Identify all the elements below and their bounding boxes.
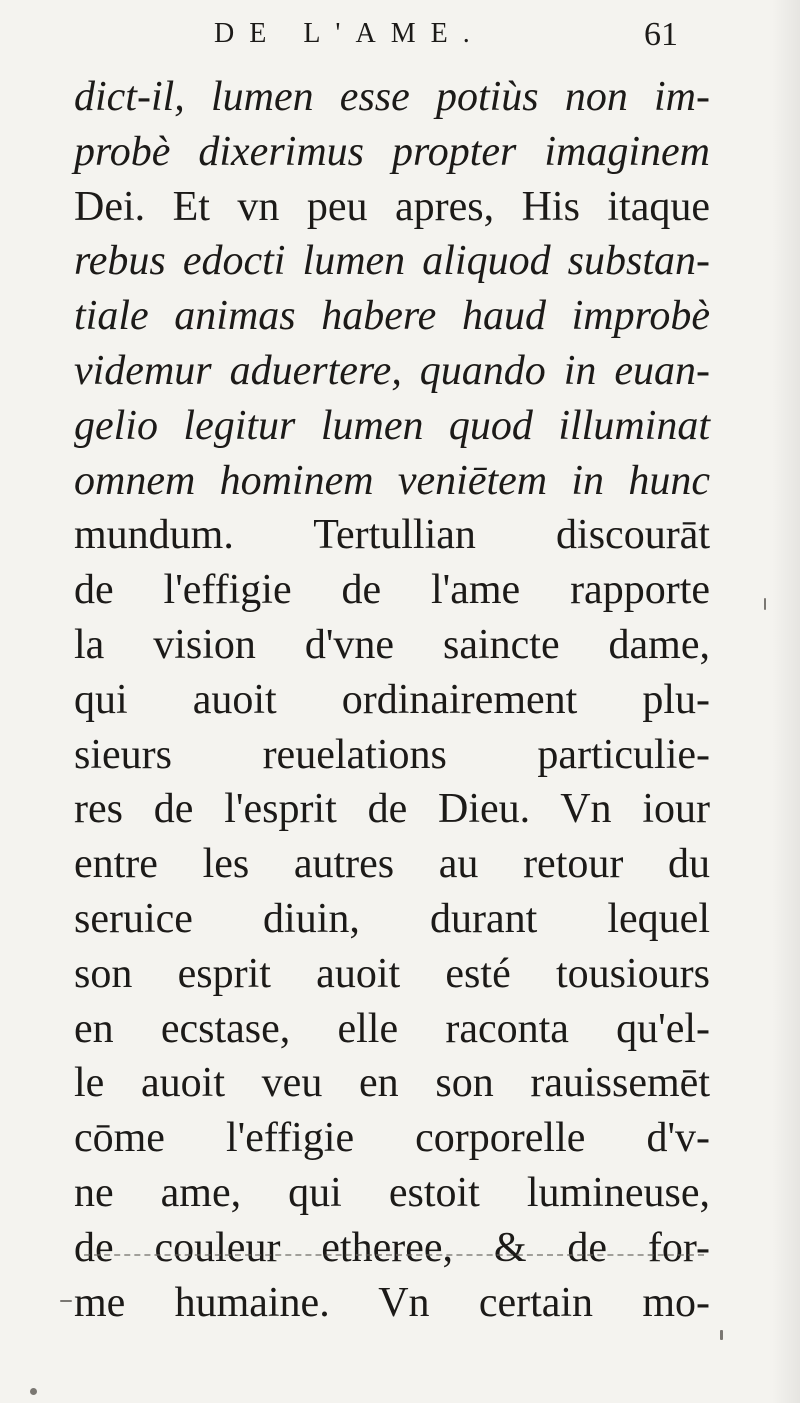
text-line: tiale animas habere haud improbè <box>74 293 710 340</box>
running-head: DE L'AME. <box>214 18 485 49</box>
text-line: en ecstase, elle raconta qu'el- <box>74 1005 710 1052</box>
text-line: mundum. Tertullian discourāt <box>74 512 710 559</box>
text-line: entre les autres au retour du <box>74 841 710 888</box>
page-number: 61 <box>644 16 678 53</box>
print-rule-marks <box>84 1254 704 1258</box>
text-line: sieurs reuelations particulie- <box>74 731 710 778</box>
paper-speck <box>764 598 766 610</box>
text-line: videmur aduertere, quando in euan- <box>74 347 710 394</box>
text-line: probè dixerimus propter imaginem <box>74 128 710 175</box>
text-line: la vision d'vne saincte dame, <box>74 621 710 668</box>
text-line: de couleur etheree, & de for- <box>74 1224 710 1271</box>
paper-speck <box>720 1330 723 1340</box>
text-line: Dei. Et vn peu apres, His itaque <box>74 183 710 230</box>
text-line: dict-il, lumen esse potiùs non im- <box>74 74 710 120</box>
text-line: de l'effigie de l'ame rapporte <box>74 567 710 614</box>
paper-speck <box>30 1388 37 1395</box>
text-line: ne ame, qui estoit lumineuse, <box>74 1169 710 1216</box>
paper-speck <box>60 1300 72 1302</box>
text-line: cōme l'effigie corporelle d'v- <box>74 1115 710 1162</box>
text-line: me humaine. Vn certain mo- <box>74 1279 710 1326</box>
text-line: le auoit veu en son rauissemēt <box>74 1060 710 1107</box>
text-line: omnem hominem veniētem in hunc <box>74 457 710 504</box>
text-line: gelio legitur lumen quod illuminat <box>74 402 710 449</box>
text-line: qui auoit ordinairement plu- <box>74 676 710 723</box>
body-text <box>74 70 710 1330</box>
text-line: seruice diuin, durant lequel <box>74 895 710 942</box>
page-header <box>0 14 800 54</box>
text-line: rebus edocti lumen aliquod substan- <box>74 238 710 285</box>
page-edge-shadow <box>772 0 800 1403</box>
text-line: res de l'esprit de Dieu. Vn iour <box>74 786 710 833</box>
text-line: son esprit auoit esté tousiours <box>74 950 710 997</box>
